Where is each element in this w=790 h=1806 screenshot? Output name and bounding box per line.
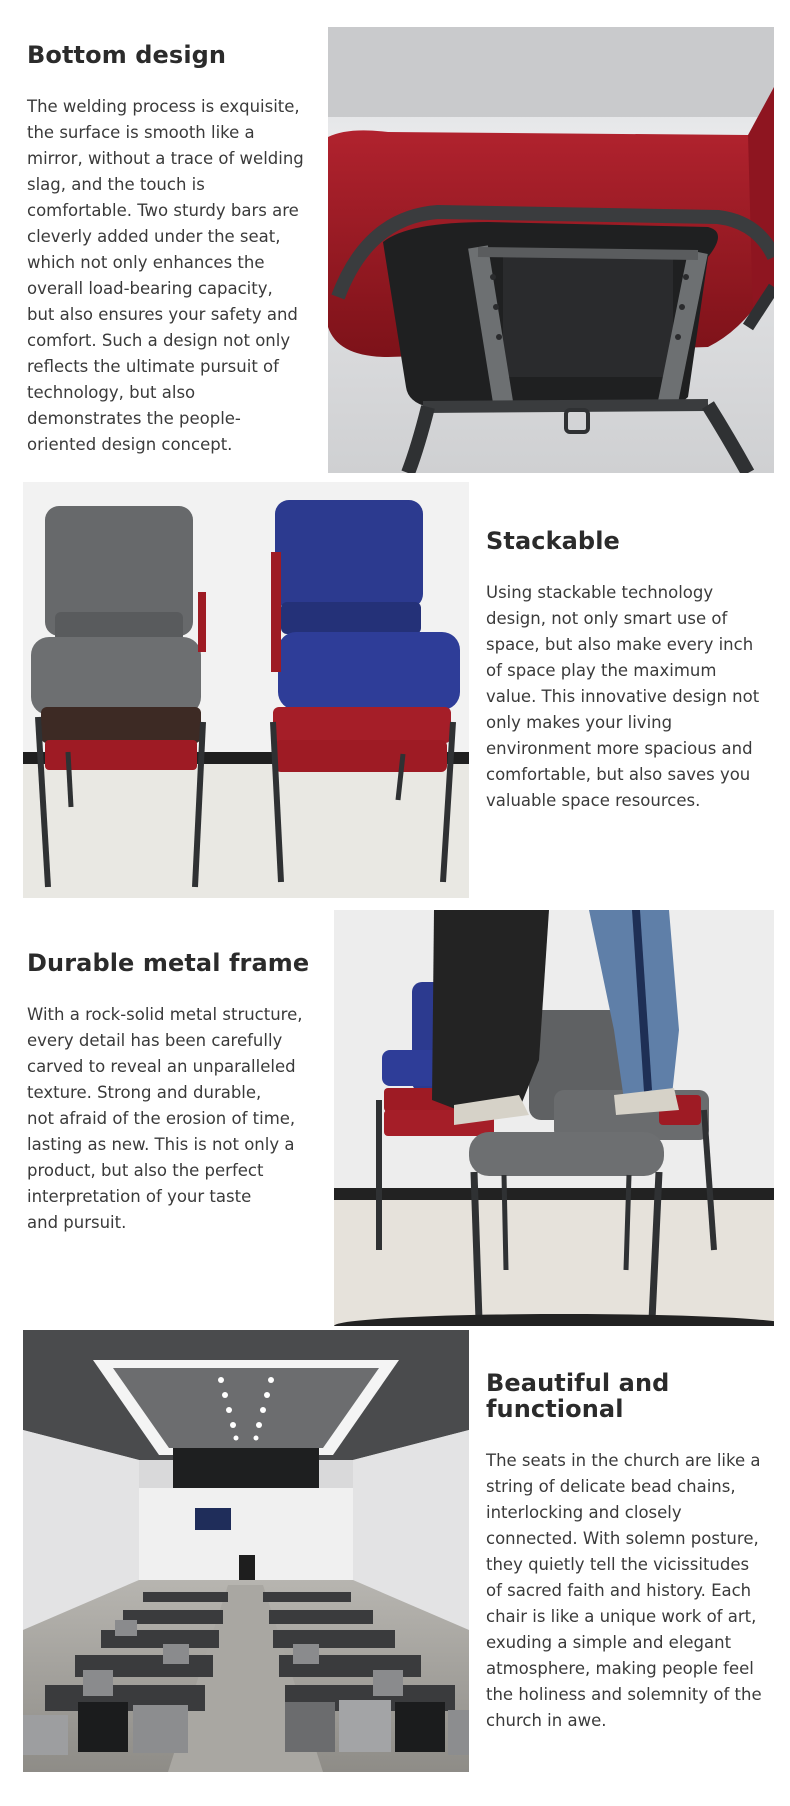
section-durable-frame [0,906,790,1326]
section-bottom-design [0,0,790,480]
bottom-design-title: Bottom design [27,41,227,69]
section-beautiful-functional [0,1330,790,1806]
people-standing-on-chairs-photo [334,910,774,1326]
section-stackable [0,482,790,902]
church-interior-photo [23,1330,469,1772]
beautiful-functional-title: Beautiful and functional [486,1369,670,1423]
bottom-design-text [27,42,317,458]
stackable-body: Using stackable technology design, not only smart use of space, but also make every inch of space play the maximum value. This innovative design not only makes your living environment more spacious and comfortable, but also saves you valuable space resources. [486,583,760,810]
beautiful-functional-body: The seats in the church are like a string of delicate bead chains, interlocking and closely connected. With solemn posture, they quietly tell the vicissitudes of sacred faith and history. Each chair is like a unique work of art, exuding a simple and elegant atmosphere, making people feel the holiness and solemnity of the church in awe. [486,1451,762,1730]
durable-frame-text [27,950,327,1236]
stackable-title: Stackable [486,527,620,555]
durable-frame-body: With a rock-solid metal structure, every detail has been carefully carved to reveal an unparalleled texture. Strong and durable, not afraid of the erosion of time, lasting as new. This is not only a product, but also the perfect interpretation of your taste and pursuit. [27,1005,303,1232]
stackable-text [486,528,786,814]
beautiful-functional-text [486,1370,790,1734]
chair-underside-photo [328,27,774,473]
stacked-chairs-photo [23,482,469,898]
durable-frame-title: Durable metal frame [27,949,310,977]
bottom-design-body: The welding process is exquisite, the surface is smooth like a mirror, without a trace of welding slag, and the touch is comfortable. Two sturdy bars are cleverly added under the seat, which not only enhances the overall load-bearing capacity, but also ensures your safety and comfort. Such a design not only reflects the ultimate pursuit of technology, but also demonstrates the people- oriented design concept. [27,97,304,454]
